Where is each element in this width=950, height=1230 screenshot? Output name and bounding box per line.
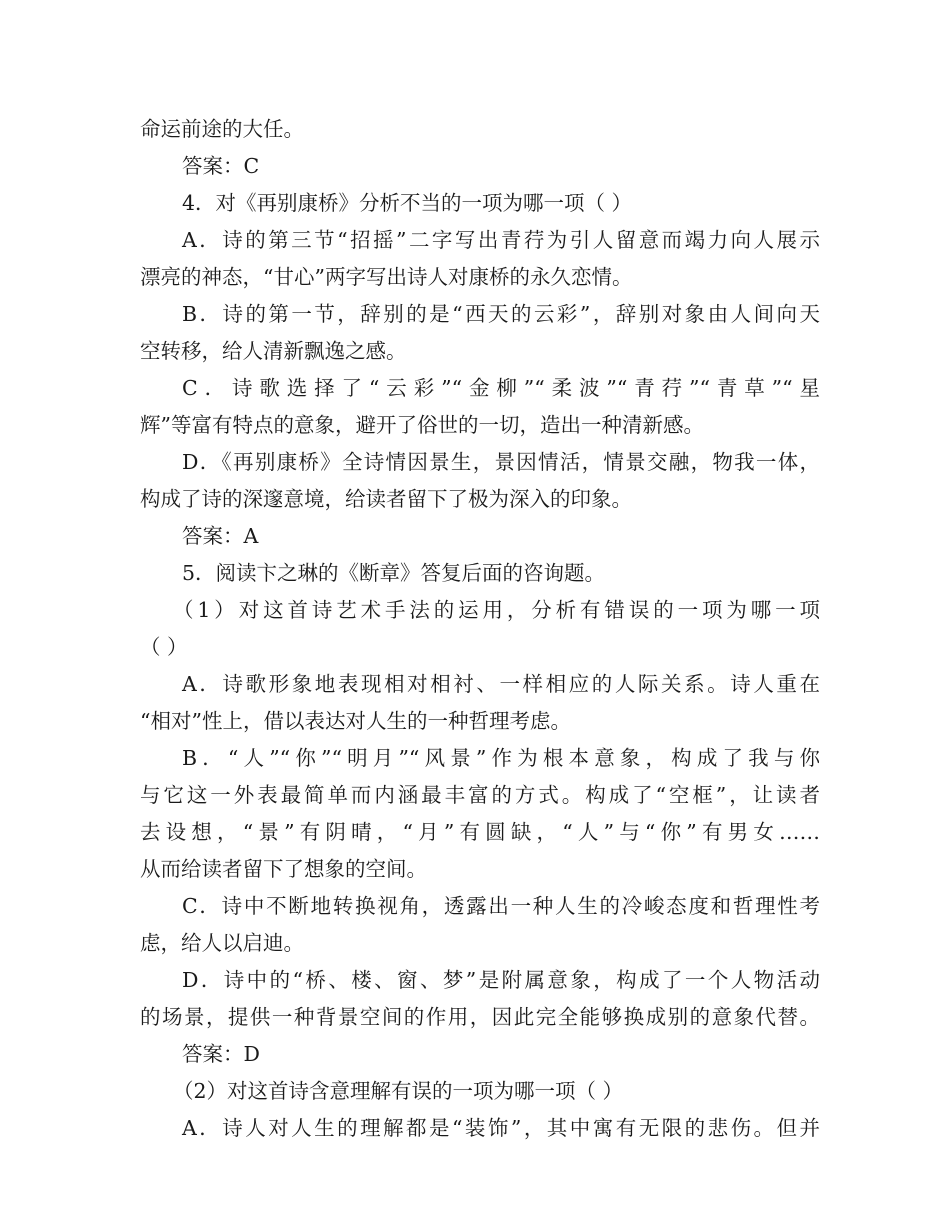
text-line: B．诗的第一节，辞别的是“西天的云彩”，辞别对象由人间向天 bbox=[182, 302, 820, 326]
document-body bbox=[140, 111, 820, 1147]
text-line: D．《再别康桥》全诗情因景生，景因情活，情景交融，物我一体， bbox=[182, 450, 820, 474]
text-line: 从而给读者留下了想象的空间。 bbox=[140, 857, 427, 881]
text-line: 虑，给人以启迪。 bbox=[140, 931, 304, 955]
text-line: 去设想，“景”有阴晴，“月”有圆缺，“人”与“你”有男女…… bbox=[140, 820, 820, 844]
text-line: D．诗中的“桥、楼、窗、梦”是附属意象，构成了一个人物活动 bbox=[182, 968, 820, 992]
text-line: 5．阅读卞之琳的《断章》答复后面的咨询题。 bbox=[182, 561, 606, 585]
text-line: 答案：A bbox=[182, 524, 259, 548]
text-line: 与它这一外表最简单而内涵最丰富的方式。构成了“空框”，让读者 bbox=[140, 783, 820, 807]
text-line: 答案：C bbox=[182, 154, 260, 178]
text-line: C．诗歌选择了“云彩”“金柳”“柔波”“青荇”“青草”“星 bbox=[182, 376, 820, 400]
text-line: 的场景，提供一种背景空间的作用，因此完全能够换成别的意象代替。 bbox=[140, 1005, 820, 1029]
text-line: 空转移，给人清新飘逸之感。 bbox=[140, 339, 407, 363]
text-line: A．诗人对人生的理解都是“装饰”，其中寓有无限的悲伤。但并 bbox=[182, 1116, 820, 1140]
text-line: （2）对这首诗含意理解有误的一项为哪一项（ ） bbox=[173, 1079, 624, 1103]
text-line: （1）对这首诗艺术手法的运用，分析有错误的一项为哪一项 bbox=[173, 598, 820, 622]
text-line: A．诗歌形象地表现相对相衬、一样相应的人际关系。诗人重在 bbox=[182, 672, 820, 696]
text-line: C．诗中不断地转换视角，透露出一种人生的冷峻态度和哲理性考 bbox=[182, 894, 820, 918]
text-line: （ ） bbox=[140, 635, 188, 659]
text-line: “相对”性上，借以表达对人生的一种哲理考虑。 bbox=[140, 709, 571, 733]
text-line: 4．对《再别康桥》分析不当的一项为哪一项（ ） bbox=[182, 191, 633, 215]
text-line: 命运前途的大任。 bbox=[140, 117, 304, 141]
text-line: 构成了诗的深邃意境，给读者留下了极为深入的印象。 bbox=[140, 487, 632, 511]
text-line: 辉”等富有特点的意象，避开了俗世的一切，造出一种清新感。 bbox=[140, 413, 704, 437]
text-line: A．诗的第三节“招摇”二字写出青荇为引人留意而竭力向人展示 bbox=[182, 228, 820, 252]
text-line: 漂亮的神态，“甘心”两字写出诗人对康桥的永久恋情。 bbox=[140, 265, 633, 289]
text-line: 答案：D bbox=[182, 1042, 260, 1066]
text-line: B．“人”“你”“明月”“风景”作为根本意象，构成了我与你 bbox=[182, 746, 820, 770]
